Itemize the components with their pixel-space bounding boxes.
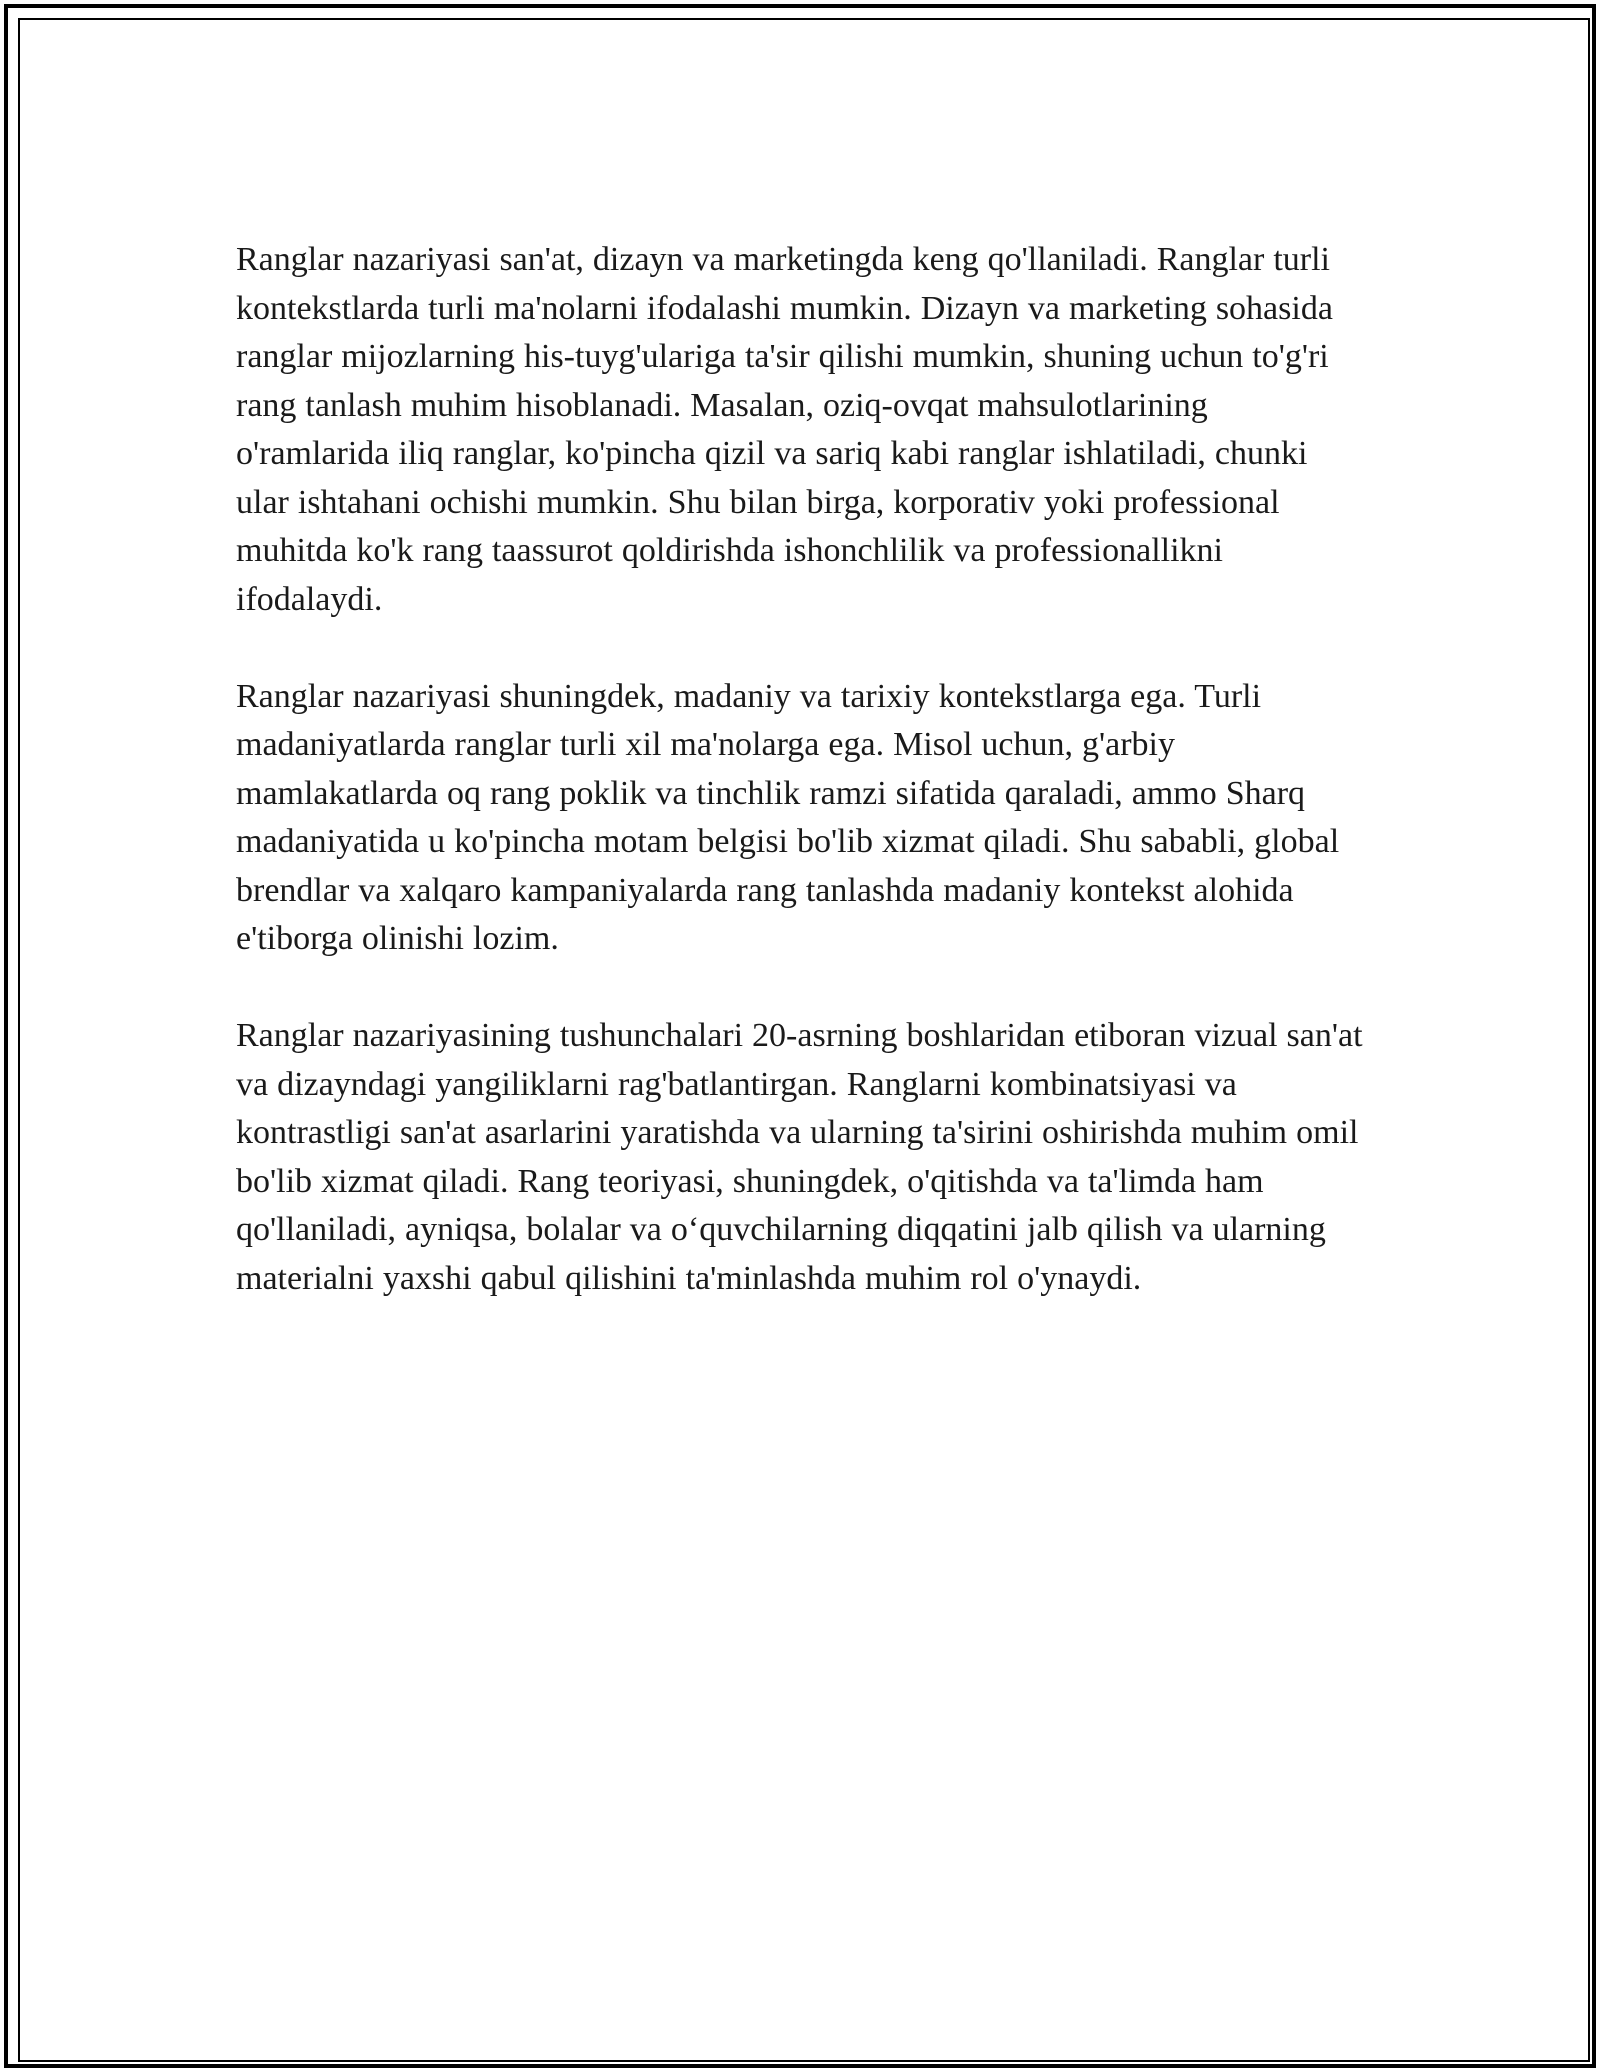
paragraph-1: Ranglar nazariyasi san'at, dizayn va marketingda keng qo'llaniladi. Ranglar turli kontekstlarda turli ma'nolarni ifodalashi mumkin. Dizayn va marketing sohasida ranglar mijozlarning his-tuyg'ulariga ta'sir qilishi mumkin, shuning uchun to'g'ri rang tanlash muhim hisoblanadi. Masalan, oziq-ovqat mahsulotlarining o'ramlarida iliq ranglar, ko'pincha qizil va sariq kabi ranglar ishlatiladi, chunki ular ishtahani ochishi mumkin. Shu bilan birga, korporativ yoki professional muhitda ko'k rang taassurot qoldirishda ishonchlilik va professionallikni ifodalaydi.	[236, 241, 1333, 618]
paragraph-3: Ranglar nazariyasining tushunchalari 20-asrning boshlaridan etiboran vizual san'at va dizayndagi yangiliklarni rag'batlantirgan. Ranglarni kombinatsiyasi va kontrastligi san'at asarlarini yaratishda va ularning ta'sirini oshirishda muhim omil bo'lib xizmat qiladi. Rang teoriyasi, shuningdek, o'qitishda va ta'limda ham qo'llaniladi, ayniqsa, bolalar va o‘quvchilarning diqqatini jalb qilish va ularning materialni yaxshi qabul qilishini ta'minlashda muhim rol o'ynaydi.	[236, 1017, 1363, 1297]
document-body	[236, 236, 1366, 1352]
paragraph-2: Ranglar nazariyasi shuningdek, madaniy va tarixiy kontekstlarga ega. Turli madaniyatlarda ranglar turli xil ma'nolarga ega. Misol uchun, g'arbiy mamlakatlarda oq rang poklik va tinchlik ramzi sifatida qaraladi, ammo Sharq madaniyatida u ko'pincha motam belgisi bo'lib xizmat qiladi. Shu sababli, global brendlar va xalqaro kampaniyalarda rang tanlashda madaniy kontekst alohida e'tiborga olinishi lozim.	[236, 677, 1340, 957]
